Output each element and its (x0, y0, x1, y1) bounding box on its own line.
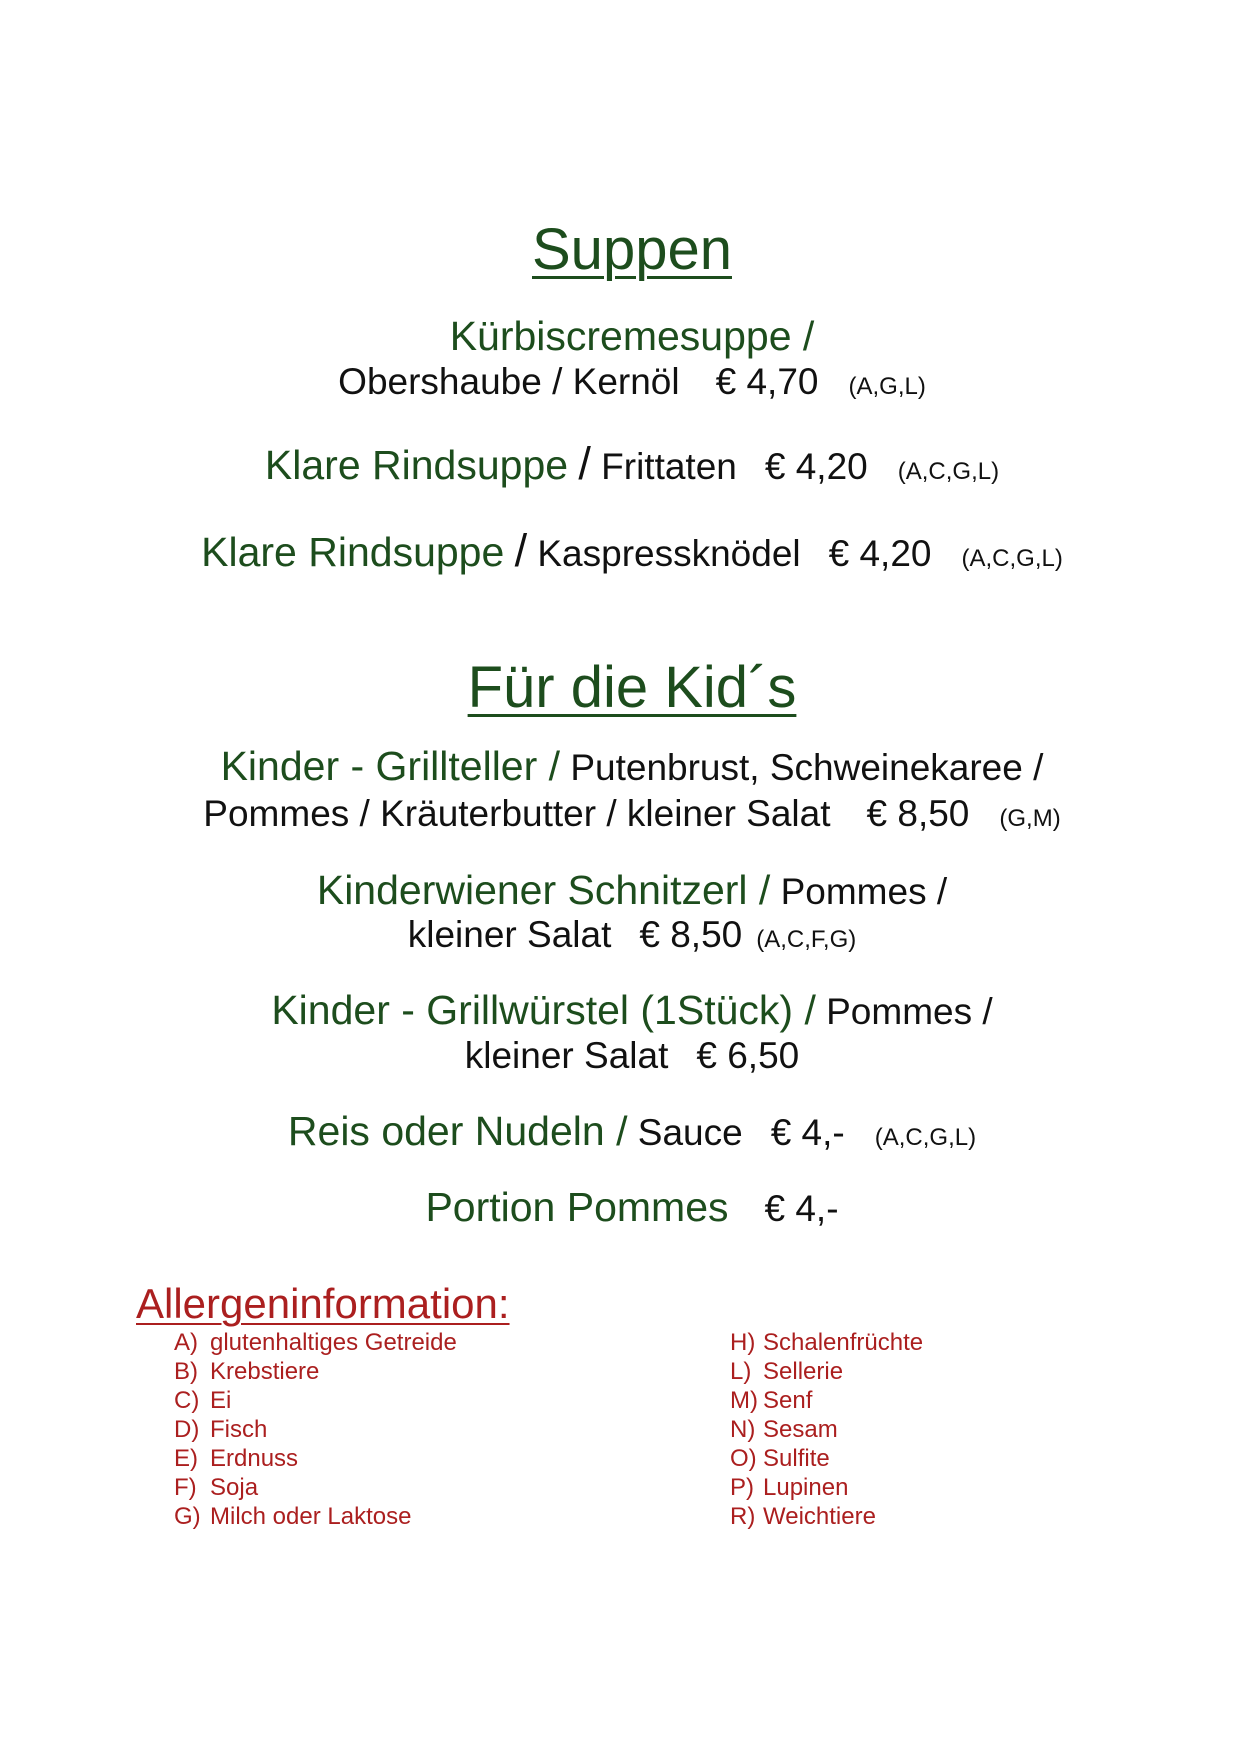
soup-name: Kürbiscremesuppe / (449, 313, 815, 359)
kids-dish-description: Pommes / (826, 991, 993, 1032)
kids-item-2-line-1 (24, 865, 1240, 915)
menu-column (24, 0, 1240, 1260)
allergen-item (174, 1444, 457, 1473)
allergen-code: A) (174, 1329, 198, 1356)
allergen-code: O) (730, 1445, 757, 1472)
allergen-label: Soja (210, 1474, 259, 1501)
kids-item-3-line-1 (24, 985, 1240, 1035)
soup-item-1-line-2 (24, 357, 1240, 407)
soup-separator: / (514, 525, 528, 576)
kids-dish-allergens: (A,C,G,L) (874, 1124, 977, 1151)
allergen-code: M) (730, 1387, 758, 1414)
soup-separator: / (578, 438, 591, 489)
soup-name: Klare Rindsuppe (264, 442, 569, 488)
kids-item-1-line-1 (24, 741, 1240, 791)
allergen-item (174, 1502, 457, 1531)
allergen-code: P) (730, 1474, 754, 1501)
allergen-label: Sellerie (763, 1358, 844, 1385)
soup-item-1-line-1 (24, 311, 1240, 361)
soup-description: Obershaube / Kernöl (338, 361, 680, 402)
allergen-item (730, 1502, 923, 1531)
allergen-list-left (174, 1328, 457, 1531)
allergen-label: Milch oder Laktose (210, 1503, 412, 1530)
soup-description: Kaspressknödel (537, 533, 801, 574)
allergen-item (174, 1415, 457, 1444)
kids-dish-description: Pommes / (780, 871, 948, 912)
soup-item-2 (24, 439, 1240, 489)
allergen-item (174, 1357, 457, 1386)
allergen-code: G) (174, 1503, 201, 1530)
kids-dish-name: Kinder - Grillteller / (220, 743, 561, 789)
allergen-item (730, 1415, 923, 1444)
kids-dish-price: € 8,50 (639, 914, 743, 955)
kids-dish-description: Pommes / Kräuterbutter / kleiner Salat (203, 793, 831, 834)
allergen-item (730, 1444, 923, 1473)
kids-dish-name: Portion Pommes (425, 1184, 729, 1230)
allergen-item (730, 1386, 923, 1415)
kids-dish-allergens: (G,M) (999, 805, 1061, 832)
soup-price: € 4,70 (715, 361, 819, 402)
allergen-item (730, 1357, 923, 1386)
kids-dish-description: kleiner Salat (407, 914, 612, 955)
allergen-item (174, 1328, 457, 1357)
allergen-code: F) (174, 1474, 197, 1501)
allergen-item (730, 1473, 923, 1502)
allergen-code: N) (730, 1416, 756, 1443)
allergen-code: R) (730, 1503, 756, 1530)
kids-item-5 (24, 1182, 1240, 1232)
soup-name: Klare Rindsuppe (201, 529, 505, 575)
allergen-list-right (730, 1328, 923, 1531)
allergen-label: glutenhaltiges Getreide (210, 1329, 457, 1356)
soup-item-3 (24, 526, 1240, 576)
kids-dish-description: Sauce (637, 1112, 743, 1153)
soup-price: € 4,20 (828, 533, 932, 574)
kids-dish-name: Kinderwiener Schnitzerl / (316, 867, 771, 913)
allergen-code: B) (174, 1358, 198, 1385)
soups-heading: Suppen (532, 217, 732, 282)
allergen-label: Sesam (763, 1416, 838, 1443)
kids-dish-price: € 4,- (770, 1112, 845, 1153)
allergen-code: C) (174, 1387, 200, 1414)
allergen-label: Weichtiere (763, 1503, 876, 1530)
kids-dish-price: € 6,50 (696, 1035, 800, 1076)
allergen-code: D) (174, 1416, 200, 1443)
allergen-label: Ei (210, 1387, 232, 1414)
kids-dish-price: € 4,- (764, 1188, 839, 1229)
allergen-item (730, 1328, 923, 1357)
allergen-info-title: Allergeninformation: (136, 1280, 510, 1327)
kids-item-2-line-2 (24, 910, 1240, 960)
allergen-code: H) (730, 1329, 756, 1356)
kids-dish-price: € 8,50 (866, 793, 970, 834)
kids-dish-name: Reis oder Nudeln / (287, 1108, 628, 1154)
allergen-code: E) (174, 1445, 198, 1472)
allergen-code: L) (730, 1358, 752, 1385)
soup-allergens: (A,C,G,L) (897, 458, 1000, 485)
soup-allergens: (A,C,G,L) (961, 545, 1063, 572)
kids-item-4 (24, 1106, 1240, 1156)
kids-dish-allergens: (A,C,F,G) (756, 926, 857, 953)
allergen-label: Erdnuss (210, 1445, 299, 1472)
allergen-item (174, 1386, 457, 1415)
soup-price: € 4,20 (764, 446, 868, 487)
allergen-item (174, 1473, 457, 1502)
allergen-label: Fisch (210, 1416, 268, 1443)
kids-item-1-line-2 (24, 789, 1240, 839)
allergen-label: Krebstiere (210, 1358, 320, 1385)
kids-heading: Für die Kid´s (467, 655, 797, 720)
kids-dish-description: kleiner Salat (464, 1035, 669, 1076)
kids-dish-description: Putenbrust, Schweinekaree / (570, 747, 1044, 788)
allergen-info-section (136, 1279, 1136, 1539)
allergen-label: Schalenfrüchte (763, 1329, 924, 1356)
soup-allergens: (A,G,L) (848, 373, 926, 400)
allergen-label: Sulfite (763, 1445, 830, 1472)
allergen-label: Senf (763, 1387, 813, 1414)
allergen-label: Lupinen (763, 1474, 849, 1501)
kids-item-3-line-2 (24, 1031, 1240, 1081)
soup-description: Frittaten (601, 446, 737, 487)
kids-dish-name: Kinder - Grillwürstel (1Stück) / (271, 987, 816, 1033)
